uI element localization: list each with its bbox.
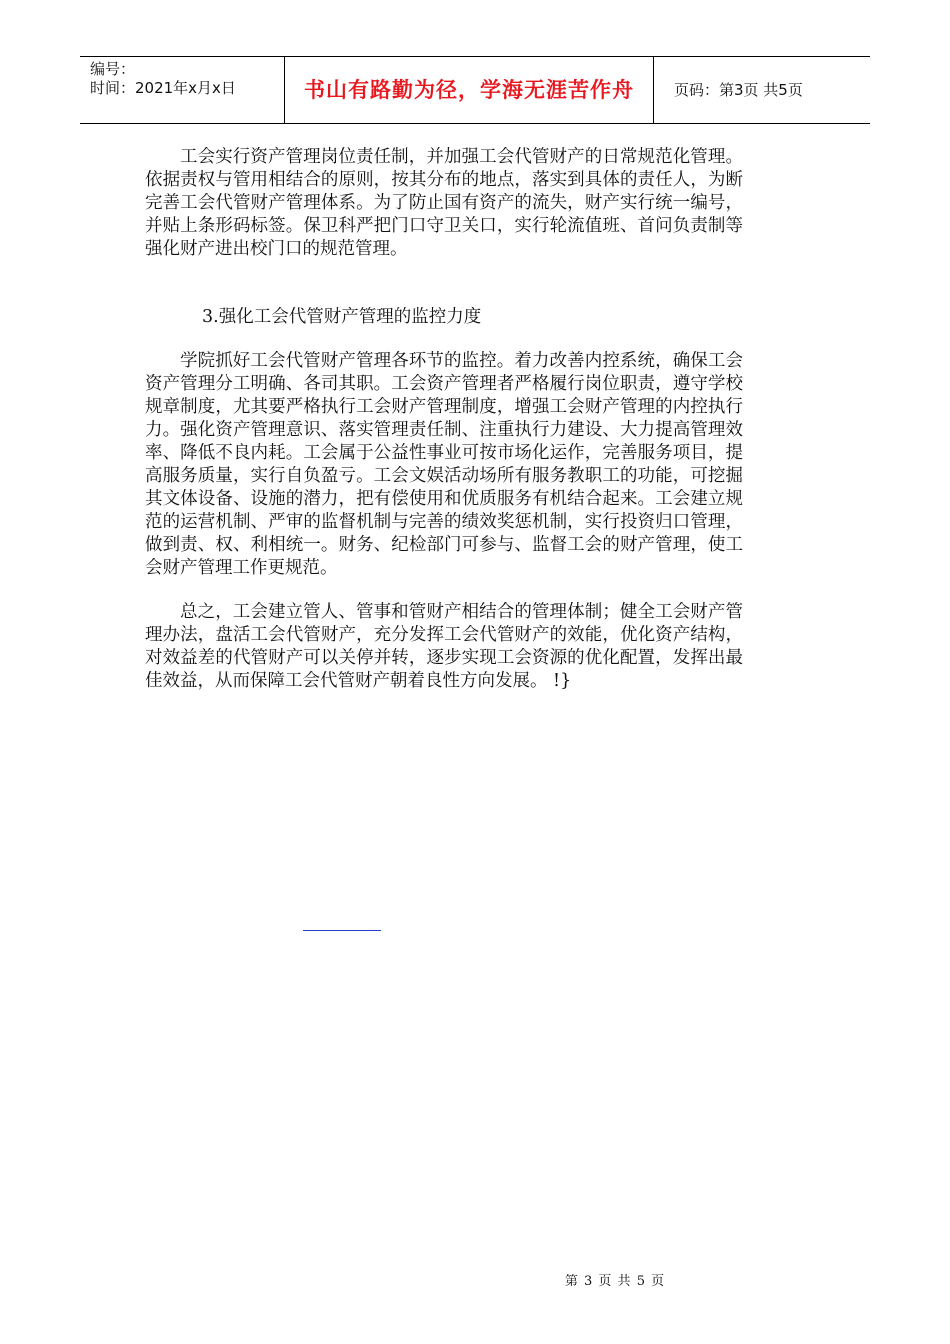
hyperlink-underline[interactable] [303, 930, 381, 931]
header-motto: 书山有路勤为径，学海无涯苦作舟 [285, 57, 654, 123]
document-body [145, 146, 743, 693]
paragraph-monitoring: 学院抓好工会代管财产管理各环节的监控。着力改善内控系统，确保工会资产管理分工明确、各司其职。工会资产管理者严格履行岗位职责，遵守学校规章制度，尤其要严格执行工会财产管理制度，增强工会财产管理的内控执行力。强化资产管理意识、落实管理责任制、注重执行力建设、大力提高管理效率、降低不良内耗。工会属于公益性事业可按市场化运作，完善服务项目，提高服务质量，实行自负盈亏。工会文娱活动场所有服务教职工的功能，可挖掘其文体设备、设施的潜力，把有偿使用和优质服务有机结合起来。工会建立规范的运营机制、严审的监督机制与完善的绩效奖惩机制，实行投资归口管理，做到责、权、利相统一。财务、纪检部门可参与、监督工会的财产管理，使工会财产管理工作更规范。 [145, 351, 743, 578]
document-number-label: 编号： [90, 60, 136, 78]
section-heading-3: 3.强化工会代管财产管理的监控力度 [202, 307, 482, 327]
header-page-code [664, 57, 864, 123]
footer-page-number: 第 3 页 共 5 页 [564, 1274, 666, 1289]
document-header [80, 56, 870, 124]
paragraph-asset-responsibility: 工会实行资产管理岗位责任制，并加强工会代管财产的日常规范化管理。依据责权与管用相结合的原则，按其分布的地点，落实到具体的责任人，为断完善工会代管财产管理体系。为了防止国有资产的流失，财产实行统一编号，并贴上条形码标签。保卫科严把门口守卫关口，实行轮流值班、首问负责制等强化财产进出校门口的规范管理。 [145, 147, 743, 259]
document-time-label: 时间：2021年x月x日 [90, 79, 236, 97]
header-meta-cell [80, 57, 285, 123]
page-footer [0, 1270, 950, 1289]
page-code-text: 页码：第3页 共5页 [674, 81, 803, 99]
paragraph-conclusion: 总之，工会建立管人、管事和管财产相结合的管理体制；健全工会财产管理办法，盘活工会代管财产，充分发挥工会代管财产的效能，优化资产结构，对效益差的代管财产可以关停并转，逐步实现工会资源的优化配置，发挥出最佳效益，从而保障工会代管财产朝着良性方向发展。 !} [145, 602, 743, 691]
